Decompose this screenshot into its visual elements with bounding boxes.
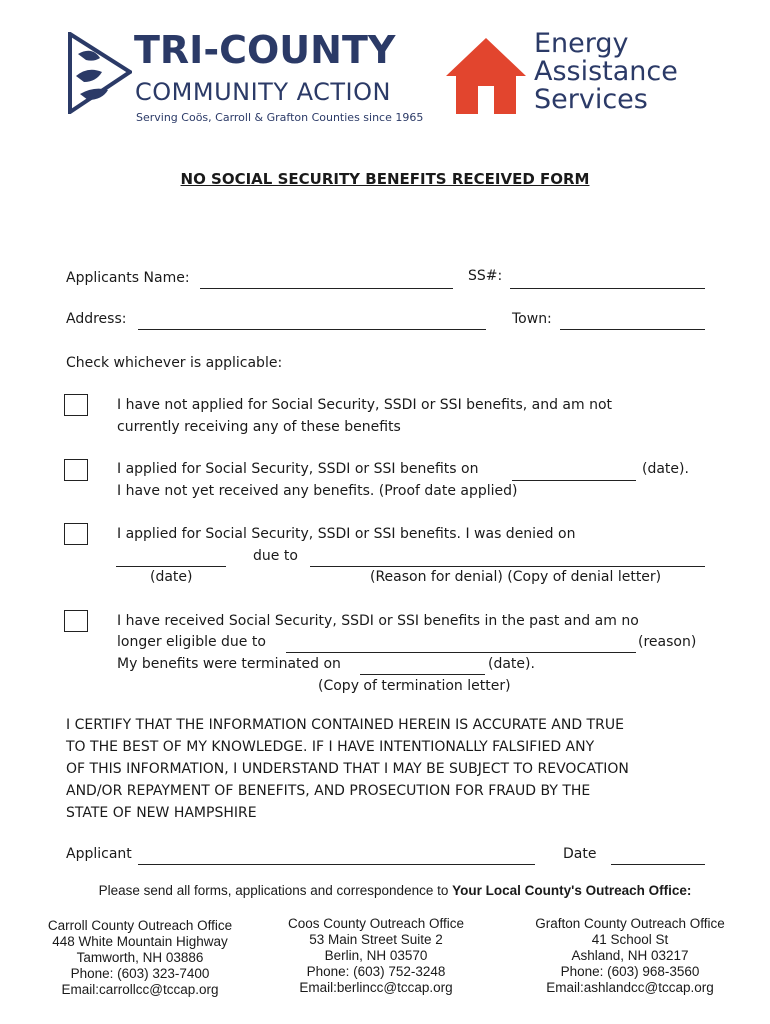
- office-name: Grafton County Outreach Office: [535, 916, 725, 931]
- option3-date-caption: (date): [150, 569, 193, 585]
- option4-checkbox[interactable]: [64, 610, 88, 632]
- ss-number-field[interactable]: [510, 288, 705, 289]
- applicant-signature-field[interactable]: [138, 864, 535, 865]
- signature-date-field[interactable]: [611, 864, 705, 865]
- office-street: 53 Main Street Suite 2: [309, 932, 443, 947]
- town-label: Town:: [512, 311, 552, 327]
- option4-reason-field[interactable]: [286, 652, 636, 653]
- energy-line-1: Energy: [534, 28, 629, 59]
- option4-date-field[interactable]: [360, 674, 485, 675]
- office-street: 41 School St: [591, 932, 669, 947]
- option4-caption: (Copy of termination letter): [318, 678, 511, 694]
- option2-date-label: (date).: [642, 461, 689, 477]
- option2-checkbox[interactable]: [64, 459, 88, 481]
- coos-office: [256, 916, 496, 996]
- option2-text-line2: I have not yet received any benefits. (Proof date applied): [117, 483, 518, 499]
- energy-line-3: Services: [534, 84, 648, 115]
- option4-text-line2: longer eligible due to: [117, 634, 266, 650]
- grafton-office: [508, 916, 752, 996]
- office-email[interactable]: Email:ashlandcc@tccap.org: [546, 980, 714, 995]
- option3-due-to: due to: [253, 548, 298, 564]
- office-city: Tamworth, NH 03886: [76, 950, 204, 965]
- org-name: TRI-COUNTY: [134, 28, 396, 72]
- applicant-name-label: Applicants Name:: [66, 270, 190, 286]
- signature-date-label: Date: [563, 846, 597, 862]
- option3-reason-caption: (Reason for denial) (Copy of denial letter): [370, 569, 662, 585]
- option2-date-field[interactable]: [512, 480, 636, 481]
- carroll-office: [20, 918, 260, 998]
- option1-text-line1: I have not applied for Social Security, SSDI or SSI benefits, and am not: [117, 397, 613, 413]
- certify-line-2: TO THE BEST OF MY KNOWLEDGE. IF I HAVE INTENTIONALLY FALSIFIED ANY: [66, 739, 595, 755]
- option4-date-label: (date).: [488, 656, 535, 672]
- certify-line-1: I CERTIFY THAT THE INFORMATION CONTAINED HEREIN IS ACCURATE AND TRUE: [66, 717, 624, 733]
- applicant-signature-label: Applicant: [66, 846, 132, 862]
- check-instruction: Check whichever is applicable:: [66, 355, 283, 371]
- option4-text-line1: I have received Social Security, SSDI or SSI benefits in the past and am no: [117, 613, 639, 629]
- office-phone: Phone: (603) 323-7400: [70, 966, 210, 981]
- office-email[interactable]: Email:carrollcc@tccap.org: [61, 982, 219, 997]
- office-email[interactable]: Email:berlincc@tccap.org: [299, 980, 453, 995]
- option3-reason-field[interactable]: [310, 566, 705, 567]
- house-icon: [444, 36, 528, 116]
- office-city: Berlin, NH 03570: [324, 948, 428, 963]
- option1-text-line2: currently receiving any of these benefits: [117, 419, 401, 435]
- option3-text-line1: I applied for Social Security, SSDI or SSI benefits. I was denied on: [117, 526, 576, 542]
- ss-label: SS#:: [468, 268, 503, 284]
- applicant-name-field[interactable]: [200, 288, 453, 289]
- send-bold: Your Local County's Outreach Office:: [452, 883, 692, 898]
- certify-line-3: OF THIS INFORMATION, I UNDERSTAND THAT I MAY BE SUBJECT TO REVOCATION: [66, 761, 629, 777]
- option2-text-line1: I applied for Social Security, SSDI or SSI benefits on: [117, 461, 479, 477]
- option4-reason-label: (reason): [638, 634, 697, 650]
- option3-checkbox[interactable]: [64, 523, 88, 545]
- tri-county-emblem-icon: [66, 32, 132, 114]
- form-title: NO SOCIAL SECURITY BENEFITS RECEIVED FORM: [180, 170, 590, 188]
- town-field[interactable]: [560, 329, 705, 330]
- office-name: Carroll County Outreach Office: [47, 918, 233, 933]
- org-tagline: Serving Coös, Carroll & Grafton Counties since 1965: [136, 111, 424, 124]
- office-city: Ashland, NH 03217: [571, 948, 689, 963]
- address-field[interactable]: [138, 329, 486, 330]
- certify-line-5: STATE OF NEW HAMPSHIRE: [66, 805, 257, 821]
- option4-text-line3: My benefits were terminated on: [117, 656, 341, 672]
- office-street: 448 White Mountain Highway: [52, 934, 228, 949]
- tri-county-logo: [66, 28, 424, 126]
- office-phone: Phone: (603) 968-3560: [560, 964, 700, 979]
- office-phone: Phone: (603) 752-3248: [306, 964, 446, 979]
- option1-checkbox[interactable]: [64, 394, 88, 416]
- send-text: Please send all forms, applications and correspondence to: [98, 883, 453, 898]
- org-subtitle: COMMUNITY ACTION: [135, 78, 391, 106]
- energy-assistance-logo: [444, 28, 694, 120]
- option3-date-field[interactable]: [116, 566, 226, 567]
- certify-line-4: AND/OR REPAYMENT OF BENEFITS, AND PROSECUTION FOR FRAUD BY THE: [66, 783, 591, 799]
- office-name: Coos County Outreach Office: [287, 916, 465, 931]
- address-label: Address:: [66, 311, 127, 327]
- send-instruction: [0, 883, 770, 898]
- energy-line-2: Assistance: [534, 56, 678, 87]
